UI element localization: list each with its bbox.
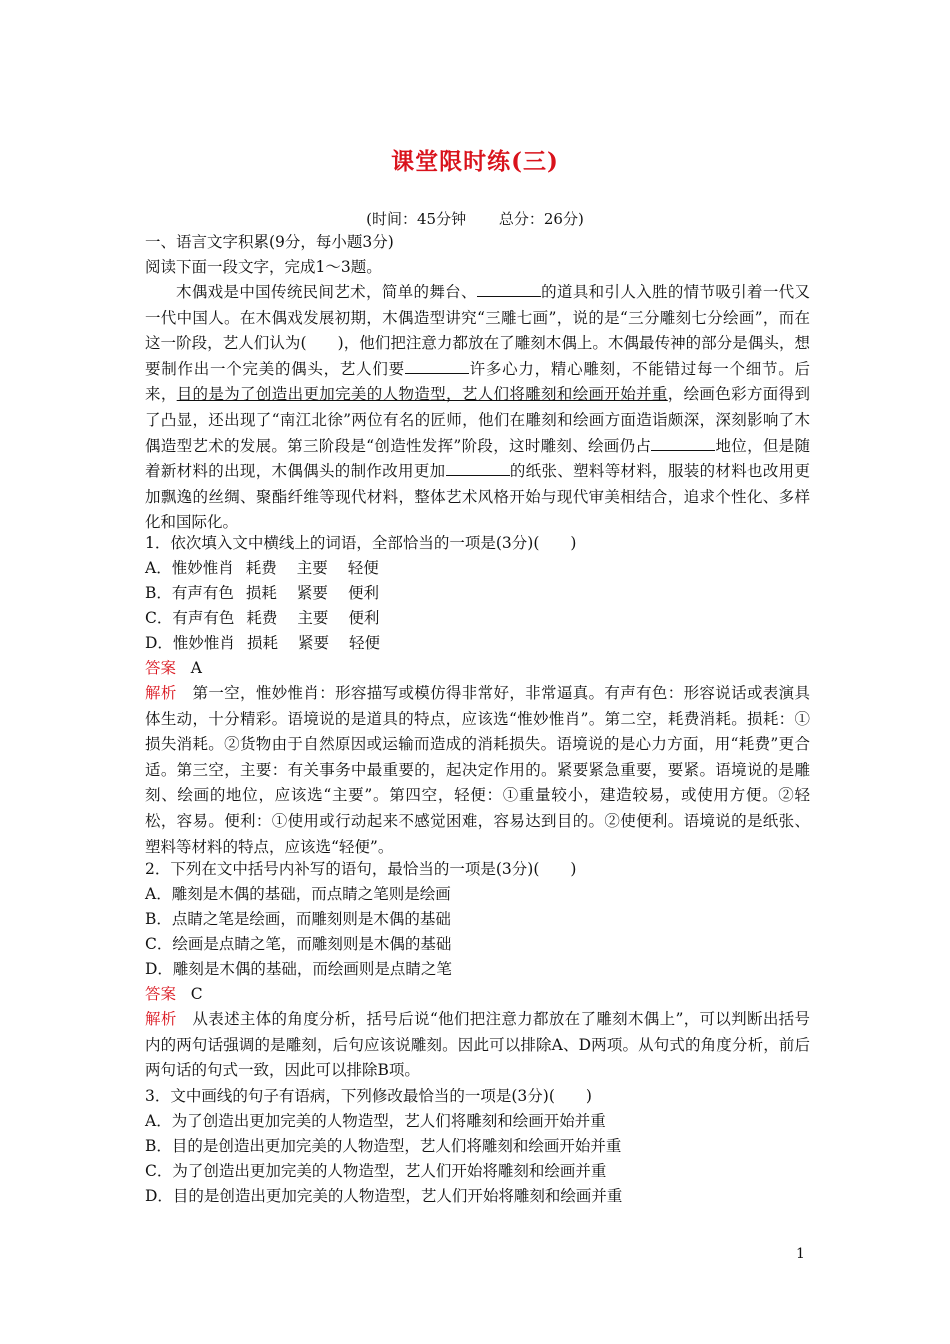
question-1-option-d: D．惟妙惟肖 损耗 紧要 轻便 xyxy=(145,634,380,652)
question-1-option-c: C．有声有色 耗费 主要 便利 xyxy=(145,609,380,627)
question-3-option-d: D．目的是创造出更加完美的人物造型，艺人们开始将雕刻和绘画并重 xyxy=(145,1187,623,1205)
question-3-stem: 3．文中画线的句子有语病，下列修改最恰当的一项是(3分)( ) xyxy=(145,1087,592,1105)
time-limit: (时间：45分钟 xyxy=(366,210,467,228)
question-2-option-a: A．雕刻是木偶的基础，而点睛之笔则是绘画 xyxy=(145,885,451,903)
question-3-option-c: C．为了创造出更加完美的人物造型，艺人们开始将雕刻和绘画并重 xyxy=(145,1162,607,1180)
exam-meta xyxy=(0,208,950,229)
question-2-answer: 答案 C xyxy=(145,985,203,1003)
question-2-option-d: D．雕刻是木偶的基础，而绘画则是点睛之笔 xyxy=(145,960,452,978)
question-3-option-b: B．目的是创造出更加完美的人物造型，艺人们将雕刻和绘画开始并重 xyxy=(145,1137,622,1155)
page-number: 1 xyxy=(796,1246,805,1262)
blank-4 xyxy=(446,461,510,476)
question-2-option-c: C．绘画是点睛之笔，而雕刻则是木偶的基础 xyxy=(145,935,452,953)
question-1-option-a: A．惟妙惟肖 耗费 主要 轻便 xyxy=(145,559,379,577)
question-2-analysis: 解析 从表述主体的角度分析，括号后说“他们把注意力都放在了雕刻木偶上”，可以判断出括号内的两句话强调的是雕刻，后句应该说雕刻。因此可以排除A、D两项。从句式的角度分析，前后两句话的句式一致，因此可以排除B项。 xyxy=(145,1010,810,1080)
question-3-option-a: A．为了创造出更加完美的人物造型，艺人们将雕刻和绘画开始并重 xyxy=(145,1112,606,1130)
underlined-sentence: 目的是为了创造出更加完美的人物造型，艺人们将雕刻和绘画开始并重 xyxy=(176,385,668,404)
section-heading: 一、语言文字积累(9分，每小题3分) xyxy=(145,233,394,251)
question-1-analysis: 解析 第一空，惟妙惟肖：形容描写或模仿得非常好，非常逼真。有声有色：形容说话或表演具体生动，十分精彩。语境说的是道具的特点，应该选“惟妙惟肖”。第二空，耗费消耗。损耗：①损失消耗。②货物由于自然原因或运输而造成的消耗损失。语境说的是心力方面，用“耗费”更合适。第三空，主要：有关事务中最重要的，起决定作用的。紧要紧急重要，要紧。语境说的是雕刻、绘画的地位，应该选“主要”。第四空，轻便：①重量较小，建造较易，或使用方便。②轻松，容易。便利：①使用或行动起来不感觉困难，容易达到目的。②使便利。语境说的是纸张、塑料等材料的特点，应该选“轻便”。 xyxy=(145,684,810,856)
reading-passage: 木偶戏是中国传统民间艺术，简单的舞台、 的道具和引人入胜的情节吸引着一代又一代中国人。在木偶戏发展初期，木偶造型讲究“三雕七画”，说的是“三分雕刻七分绘画”，而在这一阶段，艺人们认为( )，他们把注意力都放在了雕刻木偶上。木偶最传神的部分是偶头，想要制作出一个完美的偶头，艺人们要 许多心力，精心雕刻，不能错过每一个细节。后来，目的是为了创造出更加完美的人物造型，艺人们将雕刻和绘画开始并重，绘画色彩方面得到了凸显，还出现了“南江北徐”两位有名的匠师，他们在雕刻和绘画方面造诣颇深，深刻影响了木偶造型艺术的发展。第三阶段是“创造性发挥”阶段，这时雕刻、绘画仍占 地位，但是随着新材料的出现，木偶偶头的制作改用更加 的纸张、塑料等材料，服装的材料也改用更加飘逸的丝绸、聚酯纤维等现代材料，整体艺术风格开始与现代审美相结合，追求个性化、多样化和国际化。 xyxy=(145,283,810,532)
blank-3 xyxy=(651,436,715,451)
question-1-option-b: B．有声有色 损耗 紧要 便利 xyxy=(145,584,379,602)
total-score: 总分：26分) xyxy=(498,210,584,228)
blank-1 xyxy=(477,282,541,297)
question-1-stem: 1．依次填入文中横线上的词语，全部恰当的一项是(3分)( ) xyxy=(145,534,577,552)
question-1-answer: 答案 A xyxy=(145,659,202,677)
page-title: 课堂限时练(三) xyxy=(391,148,559,175)
blank-2 xyxy=(405,359,469,374)
instruction: 阅读下面一段文字，完成1～3题。 xyxy=(145,258,382,276)
question-2-stem: 2．下列在文中括号内补写的语句，最恰当的一项是(3分)( ) xyxy=(145,860,577,878)
question-2-option-b: B．点睛之笔是绘画，而雕刻则是木偶的基础 xyxy=(145,910,451,928)
